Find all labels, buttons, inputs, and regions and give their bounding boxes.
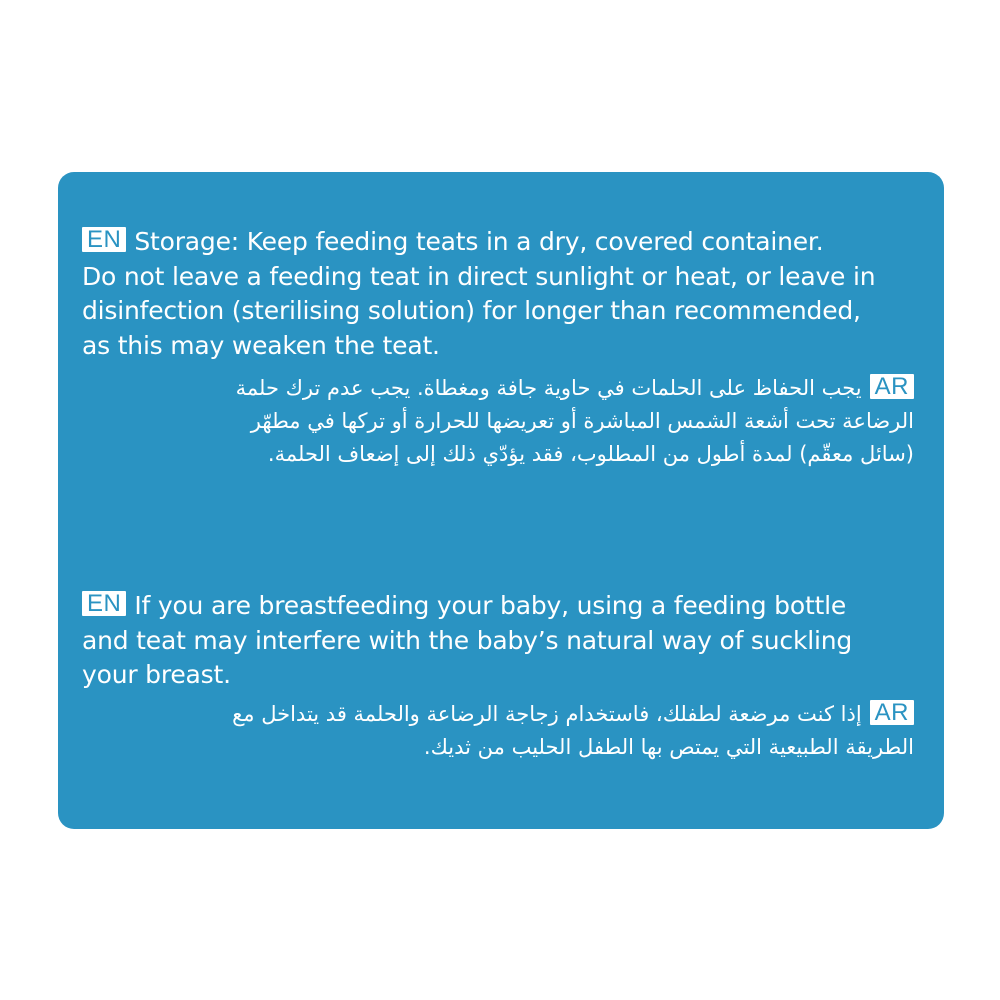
storage-en-text-2: Do not leave a feeding teat in direct sunlight or heat, or leave in bbox=[82, 261, 876, 291]
storage-ar-paragraph bbox=[104, 372, 914, 471]
breastfeeding-ar-text-1: إذا كنت مرضعة لطفلك، فاستخدام زجاجة الرضاعة والحلمة قد يتداخل مع bbox=[232, 702, 862, 726]
breastfeeding-ar-text-2: الطريقة الطبيعية التي يمتص بها الطفل الحليب من ثديك. bbox=[423, 735, 914, 759]
en-language-badge: EN bbox=[82, 227, 126, 252]
storage-en-text-3: disinfection (sterilising solution) for longer than recommended, bbox=[82, 296, 861, 325]
storage-en-paragraph bbox=[82, 225, 932, 363]
breastfeeding-en-paragraph bbox=[82, 589, 932, 693]
storage-ar-line-1 bbox=[104, 372, 914, 405]
breastfeeding-ar-paragraph bbox=[104, 698, 914, 764]
ar-language-badge: AR bbox=[870, 374, 914, 399]
breastfeeding-ar-line-1 bbox=[104, 698, 914, 731]
storage-ar-text-3: (سائل معقّم) لمدة أطول من المطلوب، فقد يؤدّي ذلك إلى إضعاف الحلمة. bbox=[267, 442, 914, 466]
storage-en-text-1: Storage: Keep feeding teats in a dry, covered container. bbox=[134, 227, 824, 256]
breastfeeding-en-text-3: your breast. bbox=[82, 660, 231, 689]
en-language-badge: EN bbox=[82, 591, 126, 616]
storage-en-line-1 bbox=[82, 225, 932, 260]
storage-ar-text-2: الرضاعة تحت أشعة الشمس المباشرة أو تعريضها للحرارة أو تركها في مطهّر bbox=[250, 409, 914, 433]
instruction-card bbox=[58, 172, 944, 829]
storage-ar-text-1: يجب الحفاظ على الحلمات في حاوية جافة ومغطاة. يجب عدم ترك حلمة bbox=[235, 376, 862, 400]
breastfeeding-en-line-1 bbox=[82, 589, 932, 624]
ar-language-badge: AR bbox=[870, 700, 914, 725]
breastfeeding-en-text-2: and teat may interfere with the baby’s natural way of suckling bbox=[82, 625, 853, 655]
breastfeeding-en-text-1: If you are breastfeeding your baby, using a feeding bottle bbox=[134, 591, 847, 620]
storage-en-text-4: as this may weaken the teat. bbox=[82, 330, 440, 360]
